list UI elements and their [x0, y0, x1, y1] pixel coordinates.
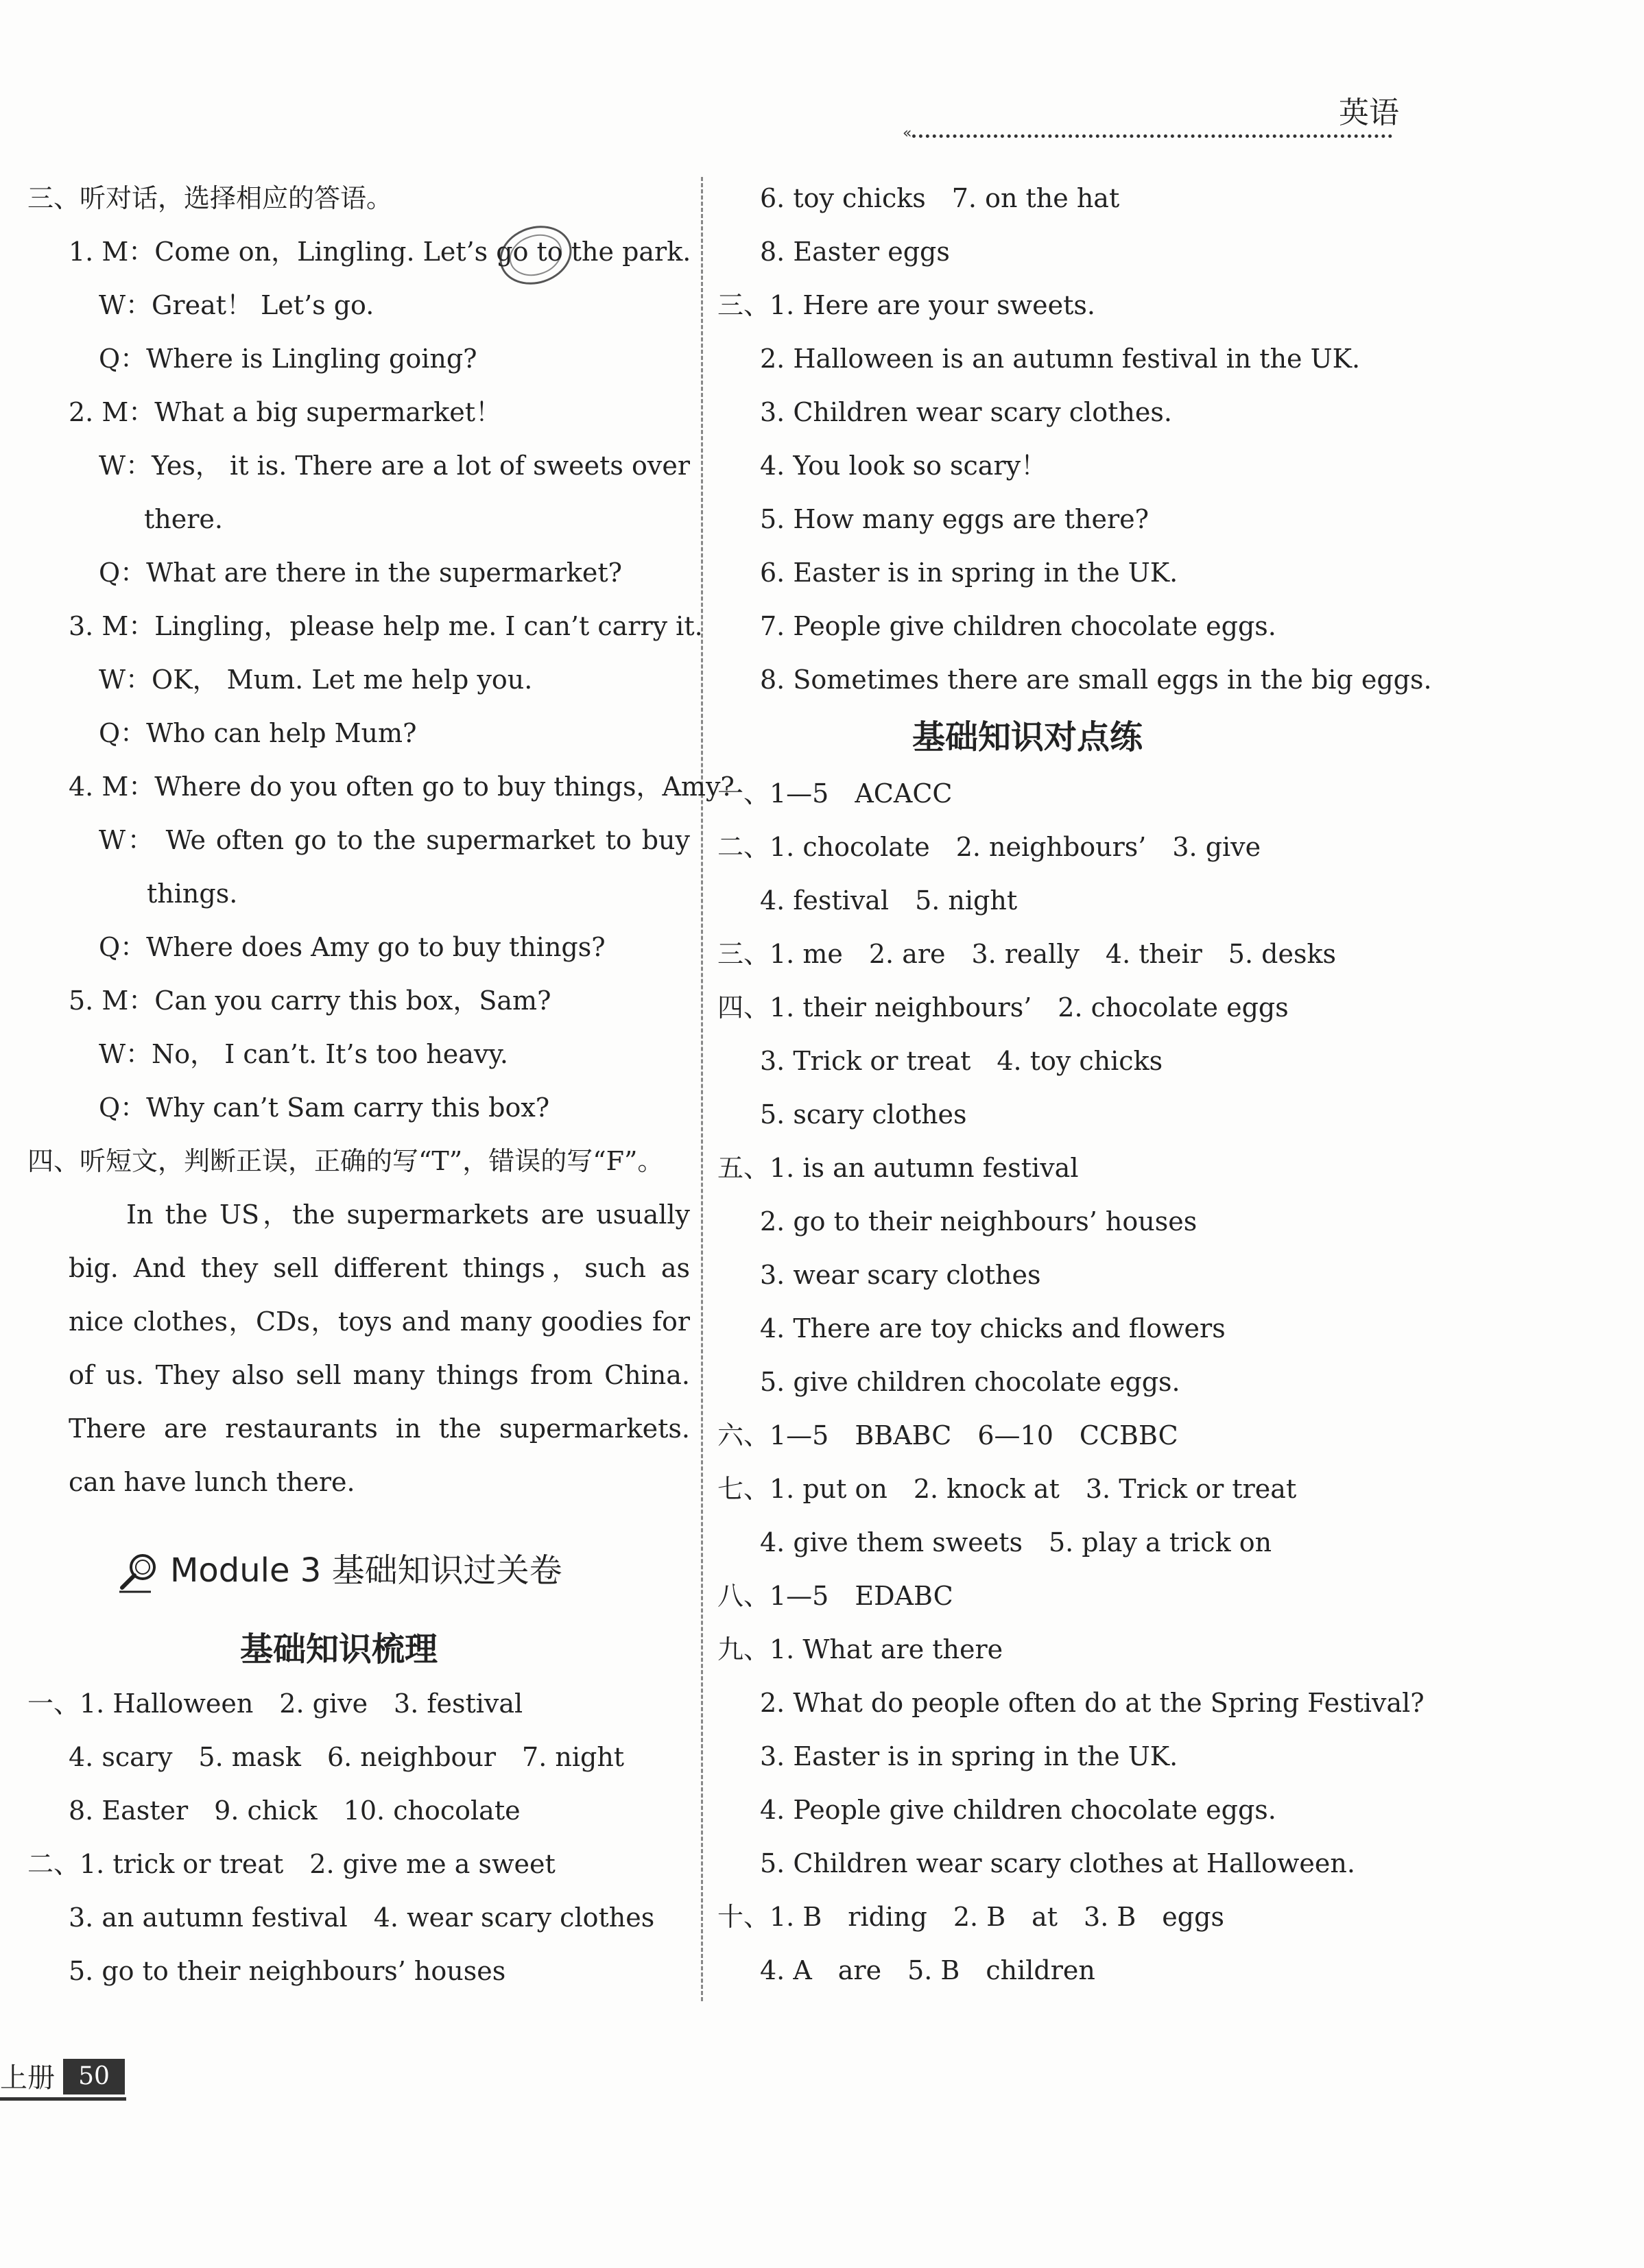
- right-line: 三、1. me 2. are 3. really 4. their 5. desks: [717, 939, 1336, 969]
- module-title-text: Module 3 基础知识过关卷: [170, 1551, 562, 1590]
- left-line: 二、1. trick or treat 2. give me a sweet: [27, 1849, 556, 1879]
- left-line: 4. scary 5. mask 6. neighbour 7. night: [69, 1742, 625, 1772]
- volume-label: 上册: [0, 2062, 55, 2094]
- right-line: 6. toy chicks 7. on the hat: [760, 183, 1120, 213]
- right-line: 3. Easter is in spring in the UK.: [760, 1741, 1178, 1771]
- left-line: W：Great！ Let’s go.: [99, 290, 374, 320]
- right-line: 8. Easter eggs: [760, 237, 950, 267]
- right-line: 2. What do people often do at the Spring Festival?: [760, 1688, 1425, 1718]
- right-line: 4. give them sweets 5. play a trick on: [760, 1527, 1272, 1557]
- left-line: 三、听对话，选择相应的答语。: [27, 183, 393, 213]
- left-line: In the US，the supermarkets are usually: [126, 1199, 690, 1230]
- left-line: nice clothes，CDs，toys and many goodies for: [69, 1306, 690, 1337]
- column-divider: [701, 177, 703, 2001]
- left-line: of us. They also sell many things from China.: [69, 1360, 690, 1390]
- left-line: 四、听短文，判断正误，正确的写“T”，错误的写“F”。: [27, 1146, 664, 1176]
- module-title: [117, 1536, 562, 1605]
- right-line: 六、1—5 BBABC 6—10 CCBBC: [717, 1420, 1178, 1451]
- right-line: 三、1. Here are your sweets.: [717, 290, 1096, 320]
- left-line: 2. M：What a big supermarket！: [69, 397, 501, 427]
- footer-rule: [0, 2097, 126, 2101]
- magnifier-icon: [117, 1551, 160, 1595]
- right-line: 2. go to their neighbours’ houses: [760, 1206, 1198, 1237]
- right-line: 4. There are toy chicks and flowers: [760, 1313, 1226, 1344]
- right-line: 五、1. is an autumn festival: [717, 1153, 1079, 1183]
- right-line: 十、1. B riding 2. B at 3. B eggs: [717, 1902, 1224, 1932]
- right-line: 二、1. chocolate 2. neighbours’ 3. give: [717, 832, 1261, 862]
- left-line: W：OK， Mum. Let me help you.: [99, 665, 533, 695]
- right-line: 5. How many eggs are there?: [760, 504, 1149, 534]
- left-line: 3. an autumn festival 4. wear scary clothes: [69, 1902, 655, 1933]
- subject-label: 英语: [1339, 95, 1399, 130]
- right-line: 一、1—5 ACACC: [717, 778, 953, 809]
- left-line: Q：Who can help Mum?: [99, 718, 417, 748]
- left-line: 5. go to their neighbours’ houses: [69, 1956, 506, 1986]
- right-line: 3. wear scary clothes: [760, 1260, 1041, 1290]
- right-line: 5. give children chocolate eggs.: [760, 1367, 1180, 1397]
- header-rule: [912, 134, 1392, 138]
- left-line: 一、1. Halloween 2. give 3. festival: [27, 1688, 523, 1719]
- header-mark: «: [903, 125, 912, 142]
- left-line: Q：Why can’t Sam carry this box?: [99, 1093, 550, 1123]
- right-line: 4. People give children chocolate eggs.: [760, 1795, 1276, 1825]
- right-line: 4. festival 5. night: [760, 885, 1018, 916]
- right-line: 四、1. their neighbours’ 2. chocolate eggs: [717, 992, 1289, 1023]
- left-line: Q：What are there in the supermarket?: [99, 558, 623, 588]
- left-line: W： We often go to the supermarket to buy: [99, 825, 690, 855]
- right-line: 8. Sometimes there are small eggs in the big eggs.: [760, 665, 1432, 695]
- section-title: 基础知识对点练: [912, 718, 1143, 756]
- left-line: big. And they sell different things，such as: [69, 1253, 690, 1283]
- section-title: 基础知识梳理: [240, 1630, 438, 1669]
- right-line: 七、1. put on 2. knock at 3. Trick or treat: [717, 1474, 1297, 1504]
- left-line: 4. M：Where do you often go to buy things，Amy?: [69, 772, 735, 802]
- left-line: There are restaurants in the supermarkets.: [69, 1413, 690, 1444]
- right-line: 6. Easter is in spring in the UK.: [760, 558, 1178, 588]
- left-line: 8. Easter 9. chick 10. chocolate: [69, 1795, 521, 1826]
- right-line: 九、1. What are there: [717, 1634, 1003, 1664]
- left-line: 5. M：Can you carry this box，Sam?: [69, 986, 551, 1016]
- left-line: 3. M：Lingling，please help me. I can’t carry it.: [69, 611, 703, 641]
- page-number: 50: [63, 2059, 125, 2094]
- right-line: 3. Children wear scary clothes.: [760, 397, 1172, 427]
- right-line: 3. Trick or treat 4. toy chicks: [760, 1046, 1163, 1076]
- right-line: 5. Children wear scary clothes at Halloween.: [760, 1848, 1355, 1878]
- left-line: 1. M：Come on，Lingling. Let’s go to the park.: [69, 237, 691, 267]
- left-line: W：Yes， it is. There are a lot of sweets over: [99, 451, 690, 481]
- left-line: Q：Where does Amy go to buy things?: [99, 932, 606, 962]
- left-line: can have lunch there.: [69, 1467, 355, 1497]
- right-line: 5. scary clothes: [760, 1099, 967, 1130]
- right-line: 八、1—5 EDABC: [717, 1581, 953, 1611]
- left-line: Q：Where is Lingling going?: [99, 344, 477, 374]
- right-line: 4. A are 5. B children: [760, 1955, 1095, 1985]
- right-line: 2. Halloween is an autumn festival in the UK.: [760, 344, 1361, 374]
- left-line: there.: [144, 504, 223, 534]
- left-line: W：No， I can’t. It’s too heavy.: [99, 1039, 508, 1069]
- right-line: 7. People give children chocolate eggs.: [760, 611, 1276, 641]
- right-line: 4. You look so scary！: [760, 451, 1047, 481]
- left-line: things.: [147, 879, 238, 909]
